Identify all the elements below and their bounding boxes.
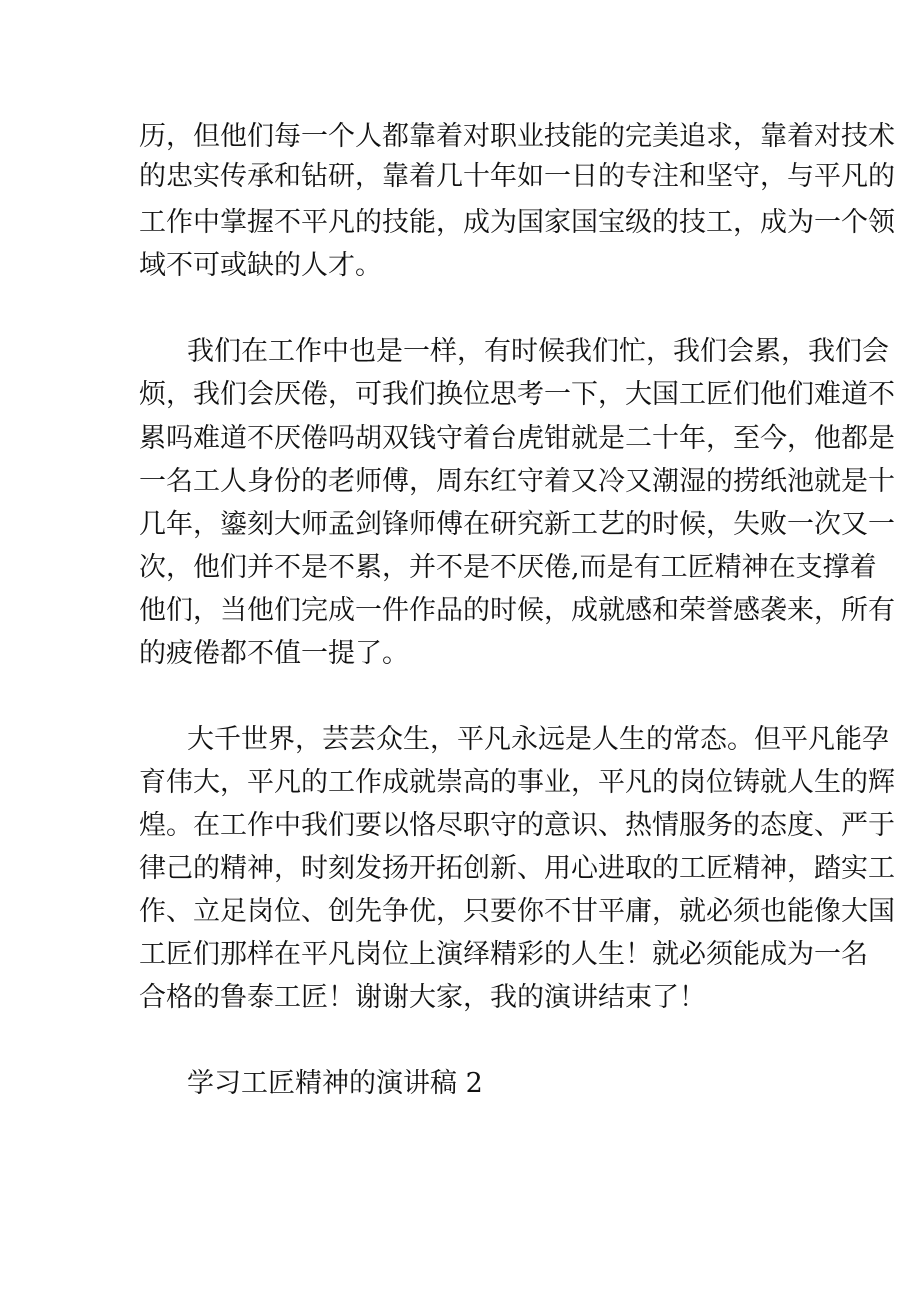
paragraph-line: 合格的鲁泰工匠！谢谢大家，我的演讲结束了！ bbox=[139, 982, 706, 1013]
paragraph-line: 作、立足岗位、创先争优，只要你不甘平庸，就必须也能像大国 bbox=[139, 896, 895, 927]
paragraph-line: 一名工人身份的老师傅，周东红守着又冷又潮湿的捞纸池就是十 bbox=[139, 466, 895, 497]
paragraph-line: 煌。在工作中我们要以恪尽职守的意识、热情服务的态度、严于 bbox=[139, 810, 895, 841]
paragraph-line: 几年，鎏刻大师孟剑锋师傅在研究新工艺的时候，失败一次又一 bbox=[139, 509, 895, 540]
paragraph-line: 的疲倦都不值一提了。 bbox=[139, 638, 409, 669]
paragraph-line: 累吗难道不厌倦吗胡双钱守着台虎钳就是二十年，至今，他都是 bbox=[139, 423, 895, 454]
paragraph-line: 他们，当他们完成一件作品的时候，成就感和荣誉感袭来，所有 bbox=[139, 595, 895, 626]
paragraph-line: 历，但他们每一个人都靠着对职业技能的完美追求，靠着对技术 bbox=[139, 121, 895, 152]
paragraph-line: 我们在工作中也是一样，有时候我们忙，我们会累，我们会 bbox=[187, 336, 889, 367]
paragraph-line: 律己的精神，时刻发扬开拓创新、用心进取的工匠精神，踏实工 bbox=[139, 853, 895, 884]
paragraph-line: 烦，我们会厌倦，可我们换位思考一下，大国工匠们他们难道不 bbox=[139, 379, 895, 410]
paragraph-line: 域不可或缺的人才。 bbox=[139, 250, 382, 281]
paragraph-line: 工匠们那样在平凡岗位上演绎精彩的人生！就必须能成为一名 bbox=[139, 939, 868, 970]
paragraph-line: 工作中掌握不平凡的技能，成为国家国宝级的技工，成为一个领 bbox=[139, 207, 895, 238]
section-heading: 学习工匠精神的演讲稿 2 bbox=[187, 1068, 483, 1099]
paragraph-line: 次，他们并不是不累，并不是不厌倦,而是有工匠精神在支撑着 bbox=[139, 552, 877, 583]
paragraph-line: 的忠实传承和钻研，靠着几十年如一日的专注和坚守，与平凡的 bbox=[139, 161, 895, 192]
paragraph-line: 大千世界，芸芸众生，平凡永远是人生的常态。但平凡能孕 bbox=[187, 724, 889, 755]
paragraph-line: 育伟大，平凡的工作成就崇高的事业，平凡的岗位铸就人生的辉 bbox=[139, 767, 895, 798]
